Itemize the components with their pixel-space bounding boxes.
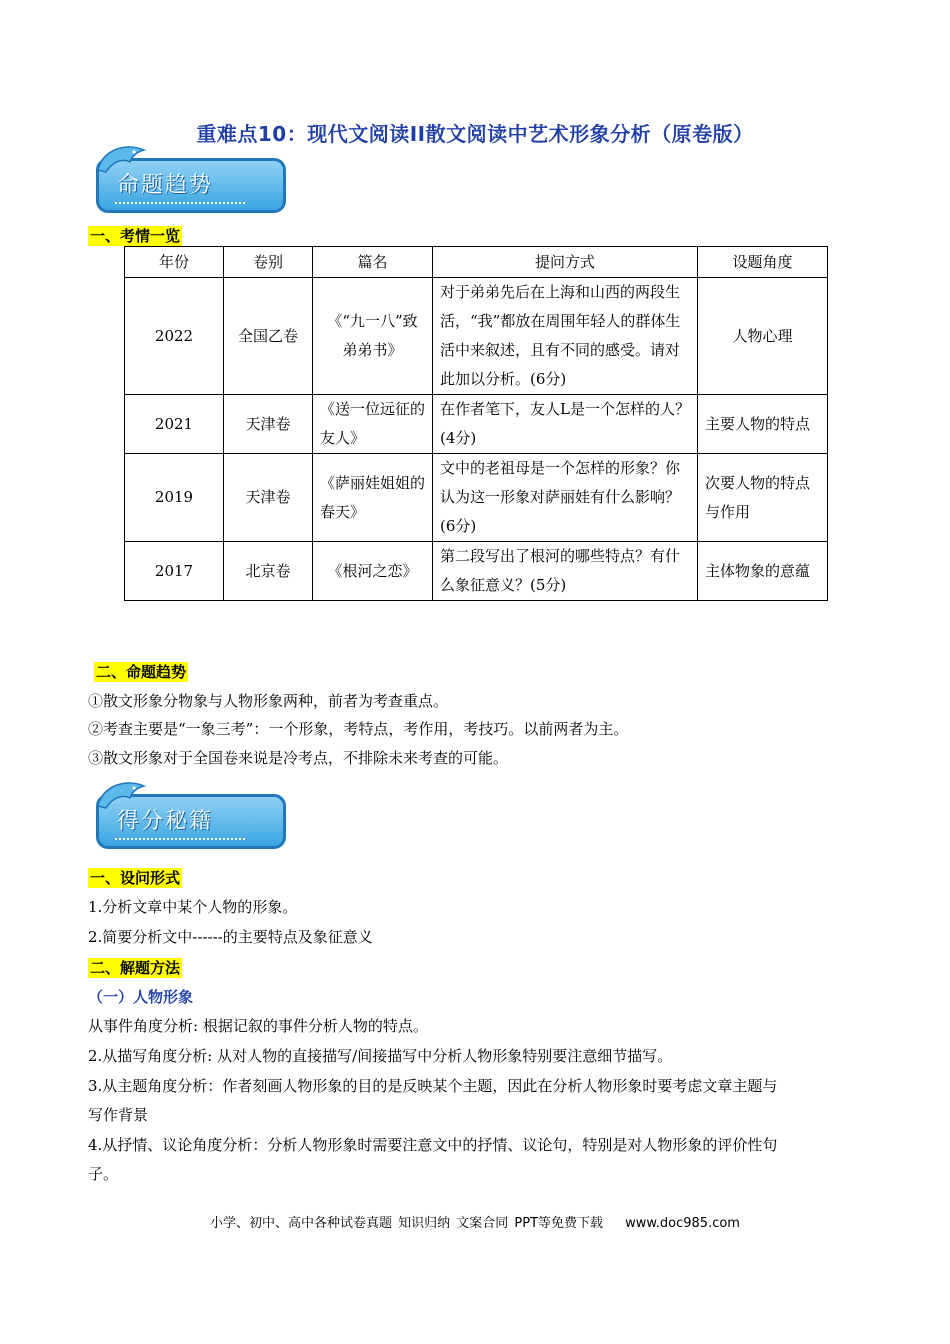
dolphin-icon bbox=[92, 776, 152, 816]
cell-article: 《送一位远征的友人》 bbox=[313, 395, 433, 454]
cell-angle: 主要人物的特点 bbox=[698, 395, 828, 454]
banner-label: 命题趋势 bbox=[117, 173, 214, 198]
cell-year: 2017 bbox=[125, 542, 224, 601]
page-footer bbox=[0, 1212, 950, 1231]
method-line: 从事件角度分析: 根据记叙的事件分析人物的特点。 bbox=[88, 1017, 428, 1035]
cell-angle: 次要人物的特点与作用 bbox=[698, 454, 828, 542]
col-header-question: 提问方式 bbox=[433, 247, 698, 278]
heading-question-form: 一、设问形式 bbox=[90, 869, 181, 887]
table-row bbox=[125, 454, 828, 542]
col-header-angle: 设题角度 bbox=[698, 247, 828, 278]
col-header-paper: 卷别 bbox=[224, 247, 313, 278]
question-form-item: 2.简要分析文中------的主要特点及象征意义 bbox=[88, 928, 373, 946]
heading-solving-method: 二、解题方法 bbox=[90, 959, 181, 977]
cell-paper: 天津卷 bbox=[224, 395, 313, 454]
heading-exam-overview: 一、考情一览 bbox=[90, 227, 181, 245]
section-banner-trend bbox=[92, 140, 292, 222]
trend-item: ②考查主要是“一象三考”：一个形象，考特点，考作用，考技巧。以前两者为主。 bbox=[88, 720, 629, 738]
cell-question: 文中的老祖母是一个怎样的形象？你认为这一形象对萨丽娃有什么影响？(6分) bbox=[433, 454, 698, 542]
cell-question: 对于弟弟先后在上海和山西的两段生活，“我”都放在周围年轻人的群体生活中来叙述，且有不同的感受。请对此加以分析。(6分) bbox=[433, 278, 698, 395]
col-header-year: 年份 bbox=[125, 247, 224, 278]
trend-item: ③散文形象对于全国卷来说是冷考点，不排除未来考查的可能。 bbox=[88, 749, 509, 767]
cell-paper: 北京卷 bbox=[224, 542, 313, 601]
cell-angle: 人物心理 bbox=[698, 278, 828, 395]
cell-question: 第二段写出了根河的哪些特点？有什么象征意义？(5分) bbox=[433, 542, 698, 601]
wave-decoration bbox=[115, 832, 245, 840]
cell-year: 2021 bbox=[125, 395, 224, 454]
cell-article: 《根河之恋》 bbox=[313, 542, 433, 601]
cell-year: 2022 bbox=[125, 278, 224, 395]
method-line: 写作背景 bbox=[88, 1106, 149, 1124]
method-line: 2.从描写角度分析: 从对人物的直接描写/间接描写中分析人物形象特别要注意细节描写。 bbox=[88, 1047, 673, 1065]
cell-paper: 天津卷 bbox=[224, 454, 313, 542]
method-line: 3.从主题角度分析：作者刻画人物形象的目的是反映某个主题，因此在分析人物形象时要考虑文章主题与 bbox=[88, 1077, 778, 1095]
footer-text: 小学、初中、高中各种试卷真题 知识归纳 文案合同 PPT等免费下载 bbox=[210, 1216, 604, 1231]
cell-article: 《“九一八”致弟弟书》 bbox=[313, 278, 433, 395]
section-banner-tips bbox=[92, 776, 292, 858]
cell-article: 《萨丽娃姐姐的春天》 bbox=[313, 454, 433, 542]
exam-table bbox=[124, 246, 828, 601]
page-title: 重难点10：现代文阅读II散文阅读中艺术形象分析（原卷版） bbox=[196, 122, 754, 146]
table-row bbox=[125, 278, 828, 395]
cell-year: 2019 bbox=[125, 454, 224, 542]
wave-decoration bbox=[115, 196, 245, 204]
cell-angle: 主体物象的意蕴 bbox=[698, 542, 828, 601]
trend-item: ①散文形象分物象与人物形象两种，前者为考查重点。 bbox=[88, 692, 449, 710]
footer-url[interactable]: www.doc985.com bbox=[625, 1216, 740, 1231]
dolphin-icon bbox=[92, 140, 152, 180]
table-header-row bbox=[125, 247, 828, 278]
heading-trend: 二、命题趋势 bbox=[96, 663, 187, 681]
banner-label: 得分秘籍 bbox=[117, 809, 214, 834]
method-line: 子。 bbox=[88, 1165, 119, 1183]
table-row bbox=[125, 395, 828, 454]
cell-question: 在作者笔下，友人L是一个怎样的人？(4分) bbox=[433, 395, 698, 454]
table-row bbox=[125, 542, 828, 601]
cell-paper: 全国乙卷 bbox=[224, 278, 313, 395]
col-header-article: 篇名 bbox=[313, 247, 433, 278]
subheading-character: （一）人物形象 bbox=[88, 988, 194, 1006]
method-line: 4.从抒情、议论角度分析：分析人物形象时需要注意文中的抒情、议论句，特别是对人物形象的评价性句 bbox=[88, 1136, 778, 1154]
question-form-item: 1.分析文章中某个人物的形象。 bbox=[88, 898, 298, 916]
